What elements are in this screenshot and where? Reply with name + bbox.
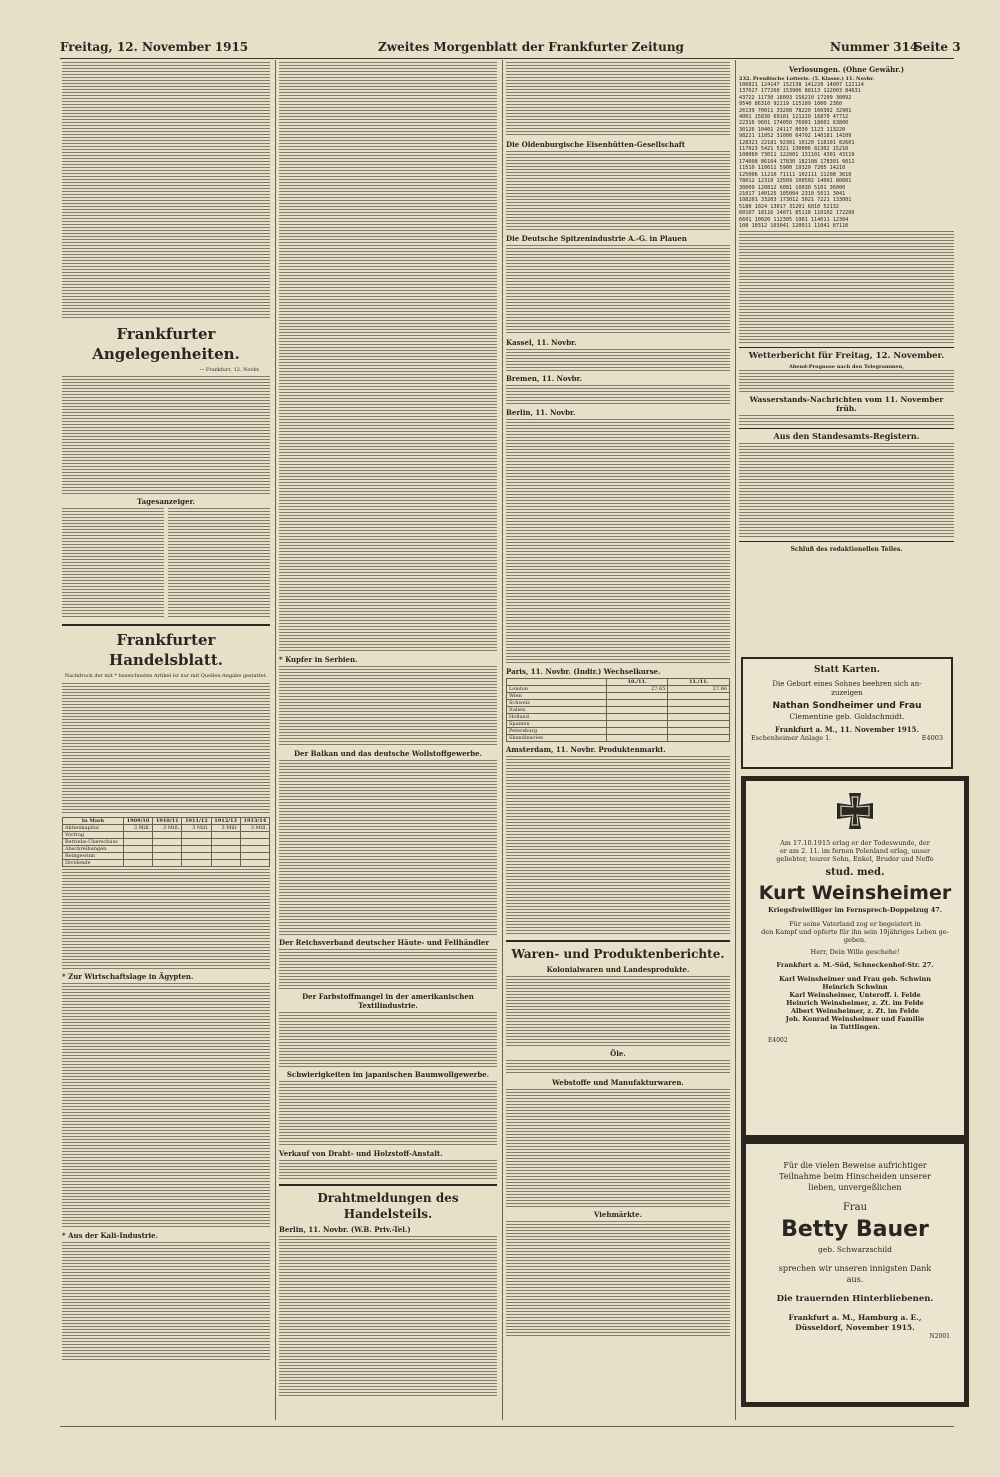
item-heading: Die Deutsche Spitzenindustrie A.-G. in Plauen: [506, 234, 687, 243]
table-cell: Wien: [507, 693, 607, 700]
lottery-number-row: 108 10312 103041 120011 11041 87110: [739, 222, 849, 229]
table-cell: [211, 839, 240, 846]
registry-heading: Aus den Standesamts-Registern.: [773, 431, 920, 442]
obituary-intro: er am 2. 11. im fernen Polenland erlag, unser: [779, 847, 931, 855]
table-cell: [240, 839, 269, 846]
table-row: [63, 846, 270, 853]
table-header-cell: 10./11.: [606, 679, 668, 686]
subheading: Kolonialwaren und Landesprodukte.: [546, 965, 690, 974]
article-text-block: [506, 1221, 730, 1336]
article-text-block: [506, 349, 730, 371]
birth-parents-2: Clementine geb. Goldschmidt.: [789, 712, 905, 721]
table-cell: [668, 707, 730, 714]
birth-line: Die Geburt eines Sohnes beehren sich an-: [772, 680, 922, 688]
table-cell: Spanien: [507, 721, 607, 728]
item-heading: Der Farbstoffmangel in der amerikanischen Textilindustrie.: [302, 992, 474, 1010]
item-heading: * Kupfer in Serbien.: [279, 655, 358, 664]
obituary-mourners: [746, 975, 964, 1031]
lottery-number-row: 26139 70011 33208 78220 160302 32901: [739, 107, 852, 114]
table-cell: [153, 853, 182, 860]
table-cell: 3 Mill.: [211, 825, 240, 832]
article-text-block: [279, 1012, 497, 1067]
table-header-cell: 11./11.: [668, 679, 730, 686]
article-text-block: [279, 666, 497, 746]
table-cell: [606, 735, 668, 742]
iron-cross-icon: [835, 791, 875, 831]
masthead-number: Nummer 314: [830, 40, 919, 54]
table-cell: [211, 846, 240, 853]
article-text-block: [506, 245, 730, 335]
table-cell: Vortrag: [63, 832, 124, 839]
table-row: [507, 735, 730, 742]
table-row: [507, 721, 730, 728]
table-cell: [240, 853, 269, 860]
article-text-block: [62, 376, 270, 494]
table-cell: [211, 832, 240, 839]
lottery-number-row: 30009 120812 6081 10030 5101 36000: [739, 184, 846, 191]
mourner-name: Heinrich Schwinn: [822, 983, 888, 991]
table-cell: [668, 700, 730, 707]
article-text-block: [506, 1089, 730, 1207]
table-cell: [123, 839, 152, 846]
lottery-number-row: 22316 9601 174050 76901 18601 63800: [739, 120, 849, 127]
dateline: Berlin, 11. Novbr. (W.B. Priv.-Tel.): [279, 1225, 411, 1234]
table-cell: Reingewinn: [63, 853, 124, 860]
table-header-cell: 1909/10: [123, 818, 152, 825]
table-cell: [211, 853, 240, 860]
lottery-number-row: 43722 11730 16093 156210 17209 30092: [739, 94, 852, 101]
article-text-block: [62, 683, 270, 815]
table-cell: London: [507, 686, 607, 693]
table-cell: [240, 832, 269, 839]
article-text-block: [506, 419, 730, 664]
lottery-number-row: 174008 86104 17830 182108 178301 6011: [739, 158, 855, 165]
article-text-block: [506, 62, 730, 137]
table-header-cell: 1912/13: [211, 818, 240, 825]
table-cell: [211, 860, 240, 867]
masthead: [60, 36, 961, 58]
table-cell: [668, 714, 730, 721]
section-divider: [739, 541, 954, 542]
article-text-block: [279, 62, 497, 652]
table-cell: [182, 853, 211, 860]
article-text-block: [279, 1081, 497, 1146]
subheading: Webstoffe und Manufakturwaren.: [552, 1078, 684, 1087]
lottery-number-row: 125006 11210 71111 102111 11208 3610: [739, 171, 852, 178]
table-cell: Skandinavien: [507, 735, 607, 742]
thanks-text: Teilnahme beim Hinscheiden unserer: [779, 1172, 931, 1181]
subheading: Viehmärkte.: [593, 1210, 643, 1219]
thanks-place: Frankfurt a. M., Hamburg a. E.,: [788, 1313, 922, 1322]
column-2: [279, 62, 497, 1422]
section-heading-waren: Waren- und Produktenberichte.: [511, 947, 725, 961]
item-heading: * Aus der Kali-Industrie.: [62, 1231, 159, 1240]
table-cell: [123, 832, 152, 839]
item-heading: Amsterdam, 11. Novbr. Produktenmarkt.: [506, 745, 666, 754]
article-text-block: [506, 756, 730, 936]
table-cell: 3 Mill.: [123, 825, 152, 832]
obituary-text: den Kampf und opferte für ihn sein 19jähriges Leben ge-: [761, 928, 949, 936]
article-text-block: [62, 62, 270, 320]
table-cell: Italien: [507, 707, 607, 714]
section-divider: [62, 624, 270, 626]
item-heading: Paris, 11. Novbr. (Indir.) Wechselkurse.: [506, 667, 661, 676]
table-row: [507, 686, 730, 693]
table-row: [507, 693, 730, 700]
lottery-number-row: 108060 73011 122001 131101 4301 43119: [739, 152, 855, 159]
table-cell: [182, 832, 211, 839]
subheading: Öle.: [610, 1049, 626, 1058]
lottery-heading: Verlosungen. (Ohne Gewähr.): [788, 65, 905, 74]
article-text-block: [62, 1242, 270, 1362]
table-header-cell: [507, 679, 607, 686]
lottery-number-row: 60107 18116 14071 85118 110102 172206: [739, 210, 855, 217]
item-heading: Schwierigkeiten im japanischen Baumwollgewerbe.: [286, 1070, 490, 1079]
table-row: [63, 839, 270, 846]
table-row: [507, 728, 730, 735]
mourner-name: Albert Weinsheimer, z. Zt. im Felde: [790, 1007, 920, 1015]
table-cell: Betriebs-Überschuss: [63, 839, 124, 846]
birth-place: Frankfurt a. M., 11. November 1915.: [775, 725, 919, 734]
table-cell: [668, 728, 730, 735]
mourner-name: Heinrich Weinsheimer, z. Zt. im Felde: [786, 999, 924, 1007]
lottery-number-row: 4001 15830 69101 121220 16870 47712: [739, 114, 849, 121]
article-text-block: [506, 976, 730, 1046]
obituary-name: Kurt Weinsheimer: [758, 882, 952, 904]
trade-note: Nachdruck der mit * bezeichneten Artikel ist nur mit Quellen-Angabe gestattet.: [64, 673, 268, 679]
table-cell: [606, 728, 668, 735]
table-cell: 27.65: [606, 686, 668, 693]
item-heading: Berlin, 11. Novbr.: [506, 408, 576, 417]
table-cell: [153, 860, 182, 867]
dateline: — Frankfurt, 12. Novbr.: [199, 367, 260, 373]
column-rule: [275, 60, 276, 1420]
lottery-number-row: 117023 5421 5321 130006 81302 15210: [739, 146, 849, 153]
obituary-text: Für seine Vaterland zog er begeistert in: [789, 920, 921, 928]
table-header-cell: 1910/11: [153, 818, 182, 825]
article-text-block: [279, 949, 497, 989]
item-heading: Die Oldenburgische Eisenhütten-Gesellschaft: [506, 140, 686, 149]
registry-text: [739, 443, 954, 538]
table-cell: Schweiz: [507, 700, 607, 707]
thanks-code: N2001: [929, 1333, 950, 1340]
obituary-text: Herr, Dein Wille geschehe!: [810, 948, 900, 956]
thanks-nee: geb. Schwarzschild: [818, 1245, 892, 1254]
table-cell: 27.66: [668, 686, 730, 693]
item-heading: Kassel, 11. Novbr.: [506, 338, 577, 347]
birth-head: Statt Karten.: [814, 665, 880, 675]
obituary-notice: [741, 776, 969, 1140]
article-text-block: [279, 1236, 497, 1396]
lottery-number-row: 9540 86310 92119 115109 1000 2360: [739, 101, 843, 108]
lottery-number-row: 11510 110011 5900 19320 7205 14210: [739, 165, 846, 172]
column-4: [739, 62, 954, 716]
masthead-date: Freitag, 12. November 1915: [60, 40, 249, 54]
lottery-number-row: 98221 11052 31000 64702 140181 14109: [739, 133, 852, 140]
table-cell: [123, 860, 152, 867]
table-cell: [182, 839, 211, 846]
mourner-name: Karl Weinsheimer, Unteroff. i. Felde: [789, 991, 921, 999]
table-cell: [153, 846, 182, 853]
table-row: [507, 707, 730, 714]
masthead-title: Zweites Morgenblatt der Frankfurter Zeitung: [378, 40, 684, 54]
table-cell: 3 Mill.: [240, 825, 269, 832]
lottery-number-row: 5180 1024 13017 31201 6010 52132: [739, 203, 839, 210]
table-header-cell: In Mark: [63, 818, 124, 825]
thanks-text: sprechen wir unseren innigsten Dank: [778, 1264, 932, 1273]
item-heading: Bremen, 11. Novbr.: [506, 374, 583, 383]
article-text-block: [62, 869, 270, 969]
column-3: [506, 62, 730, 1422]
item-heading: Der Balkan und das deutsche Wollstoffgewerbe.: [293, 749, 482, 758]
table-row: [63, 825, 270, 832]
table-cell: [606, 693, 668, 700]
item-heading: * Zur Wirtschaftslage in Ägypten.: [62, 972, 194, 981]
article-text-block: [506, 151, 730, 231]
birth-parents: Nathan Sondheimer und Frau: [772, 701, 922, 711]
table-cell: [606, 707, 668, 714]
table-row: [507, 714, 730, 721]
lottery-number-row: 128321 22181 92301 10120 118101 82601: [739, 139, 855, 146]
column-rule: [735, 60, 736, 1420]
birth-announcement: [741, 657, 953, 769]
table-cell: Dividende: [63, 860, 124, 867]
birth-code: E4003: [921, 734, 943, 742]
masthead-rule: [60, 58, 954, 59]
table-row: [63, 853, 270, 860]
table-cell: [123, 853, 152, 860]
table-cell: 3 Mill.: [182, 825, 211, 832]
masthead-page: Seite 3: [914, 40, 961, 54]
weather-heading: Wetterbericht für Freitag, 12. November.: [748, 351, 945, 362]
thanks-frau: Frau: [842, 1202, 868, 1213]
item-heading: Verkauf von Draht- und Holzstoff-Anstalt.: [279, 1149, 443, 1158]
thanks-text: lieben, unvergeßlichen: [808, 1183, 902, 1192]
weather-sub: Abend-Prognose nach den Telegrammen,: [789, 364, 904, 371]
tagesanzeiger-heading: Tagesanzeiger.: [137, 497, 195, 506]
table-cell: [606, 700, 668, 707]
section-heading-draht: Drahtmeldungen des Handelsteils.: [317, 1191, 459, 1221]
obituary-intro: geliebter, teurer Sohn, Enkel, Bruder und Neffe: [776, 855, 934, 863]
obituary-rank: Kriegsfreiwilliger im Fernsprech-Doppelzug 47.: [767, 906, 943, 914]
mourner-name: Joh. Konrad Weinsheimer und Familie: [785, 1015, 925, 1023]
water-heading: Wasserstands-Nachrichten vom 11. November früh.: [749, 395, 944, 414]
table-cell: 3 Mill.: [153, 825, 182, 832]
article-text-block: [279, 760, 497, 935]
column-1: [62, 62, 270, 1422]
thanks-notice: [741, 1139, 969, 1407]
end-editorial: Schluß des redaktionellen Teiles.: [790, 546, 903, 554]
table-cell: Aktienkapital: [63, 825, 124, 832]
section-heading-trade: Frankfurter Handelsblatt.: [109, 631, 223, 669]
lottery-numbers: [739, 82, 954, 229]
lottery-number-row: 78012 12310 13509 108502 14001 80601: [739, 178, 852, 185]
article-text-block: [279, 1160, 497, 1180]
table-cell: [123, 846, 152, 853]
table-cell: [153, 839, 182, 846]
section-divider: [739, 347, 954, 348]
lottery-numbers-cont: [739, 231, 954, 343]
obituary-place: Frankfurt a. M.-Süd, Schneckenhof-Str. 27.: [776, 961, 934, 969]
weather-text: [739, 370, 954, 392]
table-cell: [668, 735, 730, 742]
column-rule: [502, 60, 503, 1420]
lottery-number-row: 108201 33203 173012 3021 7221 133001: [739, 197, 852, 204]
thanks-place: Düsseldorf, November 1915.: [795, 1323, 915, 1332]
section-divider: [279, 1184, 497, 1186]
water-text: [739, 415, 954, 425]
section-divider: [739, 428, 954, 429]
obituary-title: stud. med.: [825, 867, 885, 878]
table-cell: [240, 860, 269, 867]
thanks-signature: Die trauernden Hinterbliebenen.: [776, 1294, 934, 1304]
table-cell: [240, 846, 269, 853]
birth-address: Eschenheimer Anlage 1.: [751, 734, 832, 742]
table-header-cell: 1911/12: [182, 818, 211, 825]
table-row: [63, 860, 270, 867]
lottery-number-row: 137627 177260 153906 80113 122003 84631: [739, 88, 861, 95]
listings-left: [62, 508, 164, 618]
table-row: [63, 832, 270, 839]
lottery-number-row: 106821 124147 152138 141220 14007 122114: [739, 82, 864, 88]
thanks-name: Betty Bauer: [781, 1217, 929, 1242]
table-cell: [606, 714, 668, 721]
table-cell: Abschreibungen: [63, 846, 124, 853]
thanks-text: aus.: [846, 1275, 864, 1284]
mourner-name: in Tuttlingen.: [830, 1023, 880, 1031]
article-text-block: [506, 385, 730, 405]
obituary-text: geben.: [843, 936, 867, 944]
thanks-text: Für die vielen Beweise aufrichtiger: [783, 1161, 927, 1170]
lottery-number-row: 30126 10401 24117 8030 1123 113220: [739, 126, 846, 133]
listings-right: [168, 508, 270, 618]
obituary-intro: Am 17.10.1915 erlag er der Todeswunde, der: [780, 839, 930, 847]
table-cell: [606, 721, 668, 728]
table-cell: Holland: [507, 714, 607, 721]
table-cell: [182, 846, 211, 853]
footer-rule: [60, 1426, 954, 1427]
table-cell: [668, 721, 730, 728]
article-text-block: [62, 983, 270, 1228]
lottery-number-row: 21017 140125 105004 2310 5011 3041: [739, 190, 846, 197]
exchange-rate-table: [506, 678, 730, 742]
section-heading-local: Frankfurter Angelegenheiten.: [92, 325, 240, 363]
obituary-code: E4002: [768, 1037, 788, 1044]
lottery-number-row: 6601 10020 112305 1901 114011 12304: [739, 216, 849, 223]
table-cell: Petersburg: [507, 728, 607, 735]
table-row: [507, 700, 730, 707]
section-divider: [506, 940, 730, 942]
table-cell: [153, 832, 182, 839]
article-text-block: [506, 1060, 730, 1075]
company-results-table: [62, 817, 270, 867]
table-header-cell: 1913/14: [240, 818, 269, 825]
table-cell: [668, 693, 730, 700]
birth-line: zuzeigen: [831, 689, 863, 697]
mourner-name: Karl Weinsheimer und Frau geb. Schwinn: [779, 975, 931, 983]
item-heading: Der Reichsverband deutscher Häute- und Fellhändler: [279, 938, 490, 947]
lottery-intro: 232. Preußische Lotterie. (5. Klasse.) 11. Novbr.: [739, 76, 875, 82]
table-cell: [182, 860, 211, 867]
